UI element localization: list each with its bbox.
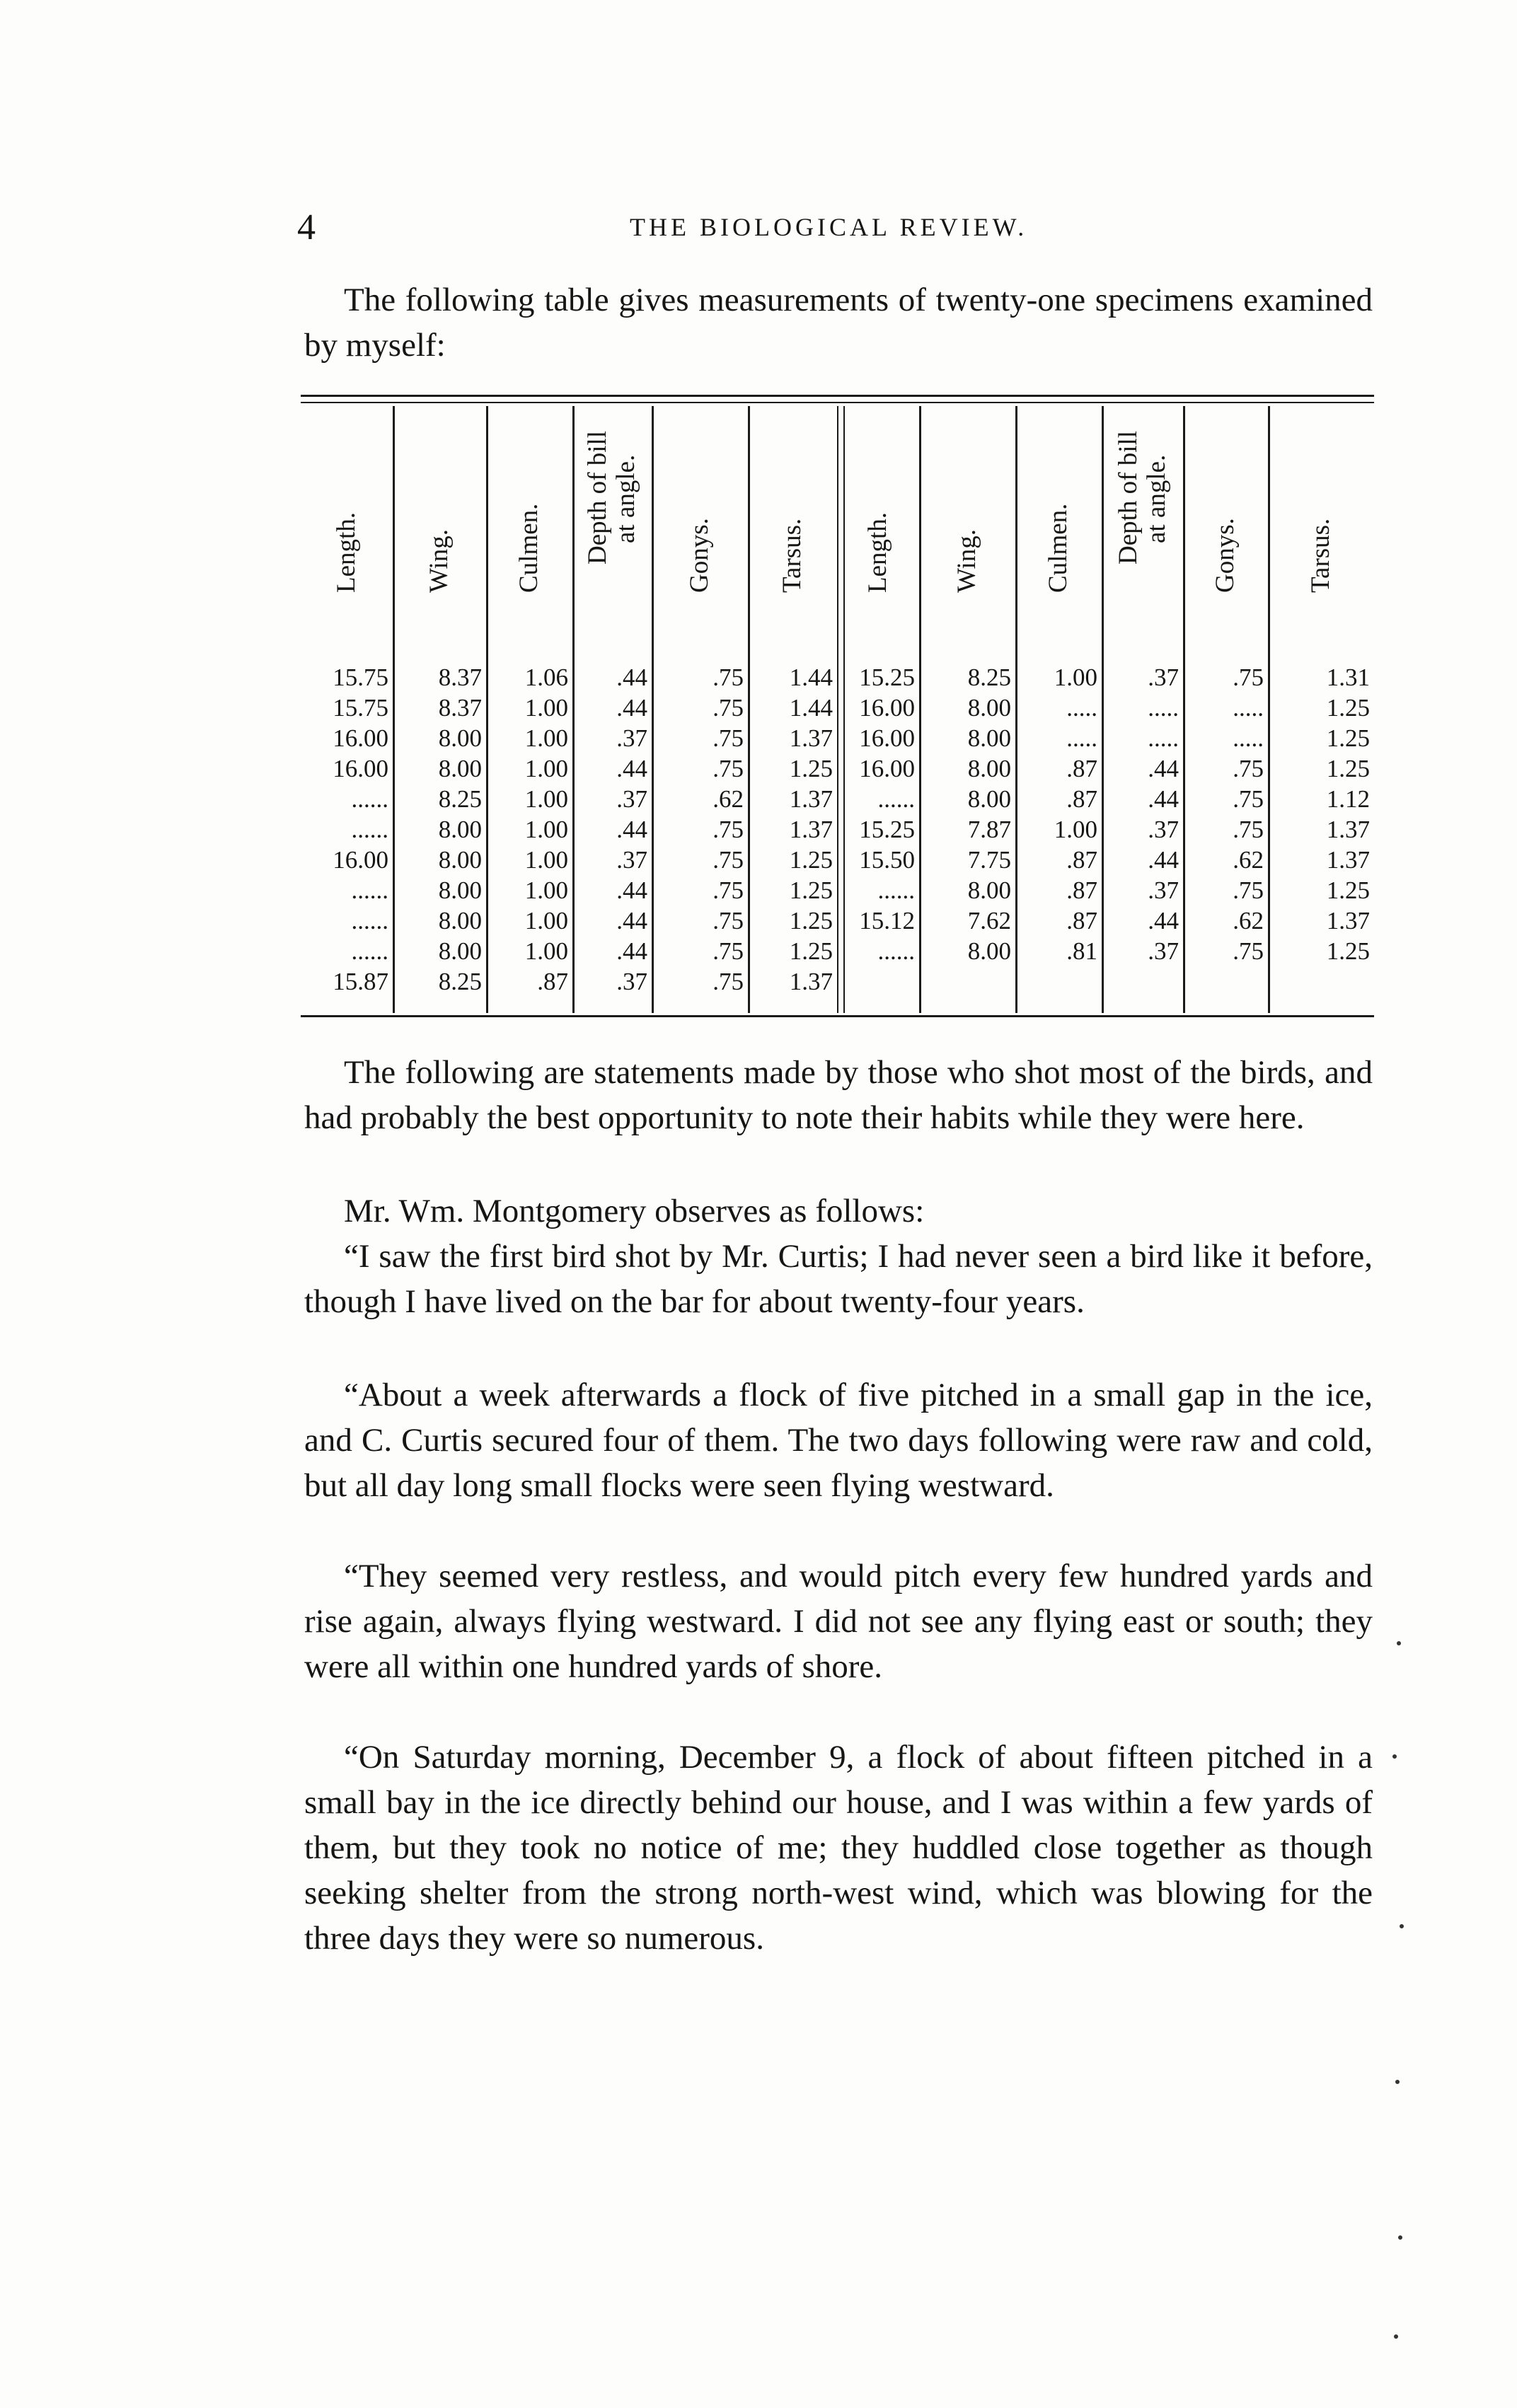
table-cell: ..... [1233, 694, 1264, 722]
table-column [1106, 662, 1179, 997]
table-cell: ...... [351, 937, 388, 965]
table-cell: .44 [616, 755, 647, 782]
table-column [490, 662, 568, 997]
table-cell: 15.87 [333, 968, 388, 995]
table-cell: 1.25 [789, 846, 833, 874]
table-cell: .75 [713, 968, 744, 995]
quote-saturday-morning: “On Saturday morning, December 9, a flock of about fifteen pitched in a small bay in the ice directly behind our house, and I was within a few yards of them, but they took no notice of me; they huddled close together as though seeking shelter from the strong north-west wind, which was blowing for the three days they were so numerous. [304, 1739, 1373, 1957]
table-cell: 1.37 [1326, 816, 1370, 843]
table-cell: .44 [1148, 907, 1179, 934]
table-cell: 1.37 [789, 816, 833, 843]
table-cell: 1.12 [1326, 785, 1370, 813]
table-cell: 16.00 [859, 694, 915, 722]
page-number: 4 [297, 207, 316, 248]
table-cell: 1.25 [789, 937, 833, 965]
table-cell: 15.12 [859, 907, 915, 934]
table-cell: 1.25 [789, 907, 833, 934]
table-cell: 8.00 [438, 937, 482, 965]
table-cell: ...... [351, 785, 388, 813]
table-cell: 16.00 [333, 755, 388, 782]
table-cell [923, 966, 1011, 997]
header-label-line: Gonys. [1211, 518, 1240, 593]
table-column [923, 662, 1011, 997]
header-cell [486, 409, 572, 621]
quote-first-bird: “I saw the first bird shot by Mr. Curtis; I had never seen a bird like it before, though I have lived on the bar for about twenty-four years. [304, 1238, 1373, 1320]
table-cell: 1.37 [789, 724, 833, 752]
table-cell: .44 [1148, 755, 1179, 782]
table-cell: 1.25 [1326, 694, 1370, 722]
table-cell: .37 [1148, 876, 1179, 904]
table-cell: .44 [1148, 785, 1179, 813]
table-cell: .44 [616, 937, 647, 965]
table-cell: 8.37 [438, 694, 482, 722]
table-cell: 1.25 [1326, 755, 1370, 782]
table-cell: .81 [1066, 937, 1097, 965]
header-label-line: at angle. [611, 454, 640, 543]
header-label-line: Tarsus. [1306, 518, 1335, 593]
paragraph-montgomery: Mr. Wm. Montgomery observes as follows: [344, 1193, 925, 1229]
table-cell: 8.00 [967, 785, 1011, 813]
table-cell: .37 [616, 724, 647, 752]
quote-restless: “They seemed very restless, and would pitch every few hundred yards and rise again, always flying westward. I did not see any flying east or south; they were all within one hundred yards of shore. [304, 1558, 1373, 1685]
header-label [1114, 431, 1171, 565]
table-cell: 16.00 [333, 724, 388, 752]
table-cell: 8.00 [967, 876, 1011, 904]
table-cell: 15.75 [333, 694, 388, 722]
header-label [1044, 504, 1073, 593]
table-cell: .87 [1066, 785, 1097, 813]
header-label-line: Depth of bill [1113, 430, 1143, 565]
table-column [305, 662, 388, 997]
header-cell [1183, 409, 1268, 621]
header-cell [301, 409, 393, 621]
table-column [656, 662, 744, 997]
table-column [1187, 662, 1264, 997]
header-cell [1268, 409, 1374, 621]
table-cell: 1.00 [524, 846, 568, 874]
measurements-table [301, 395, 1374, 1029]
header-label [686, 518, 714, 593]
header-label [953, 529, 981, 593]
table-cell: 1.00 [524, 785, 568, 813]
table-cell [1020, 966, 1097, 997]
table-cell: ...... [877, 937, 915, 965]
table-cell: 8.00 [967, 694, 1011, 722]
table-cell: ...... [351, 907, 388, 934]
table-cell: 1.37 [789, 785, 833, 813]
table-column [841, 662, 915, 997]
table-cell: 16.00 [333, 846, 388, 874]
table-cell: 8.37 [438, 664, 482, 691]
table-cell: 8.00 [438, 846, 482, 874]
table-cell: ...... [351, 816, 388, 843]
table-cell: 1.25 [789, 876, 833, 904]
table-column [1272, 662, 1370, 997]
table-cell: 1.37 [1326, 907, 1370, 934]
table-cell: 1.00 [1054, 816, 1097, 843]
table-cell: .44 [616, 694, 647, 722]
table-cell: 8.00 [438, 876, 482, 904]
header-label [1307, 519, 1335, 593]
table-cell: 8.00 [967, 724, 1011, 752]
table-cell: .62 [713, 785, 744, 813]
table-cell: 1.37 [789, 968, 833, 995]
header-label [778, 519, 807, 593]
header-label-line: Length. [863, 511, 892, 593]
table-cell: 1.00 [524, 876, 568, 904]
table-column [752, 662, 833, 997]
table-cell: .75 [713, 937, 744, 965]
table-cell: .62 [1233, 907, 1264, 934]
table-cell: .44 [616, 816, 647, 843]
table-cell: 1.25 [789, 755, 833, 782]
table-cell: 1.25 [1326, 876, 1370, 904]
quote-flock-of-five: “About a week afterwards a flock of five pitched in a small gap in the ice, and C. Curtis secured four of them. The two days following were raw and cold, but all day long small flocks were seen flying westward. [304, 1377, 1373, 1504]
table-cell: ...... [877, 876, 915, 904]
table-cell: 15.75 [333, 664, 388, 691]
table-intro: The following table gives measurements of twenty-one specimens examined by myself: [304, 282, 1373, 364]
table-cell: .37 [616, 968, 647, 995]
table-cell: .75 [713, 816, 744, 843]
table-cell: .75 [1233, 876, 1264, 904]
table-cell: ...... [351, 876, 388, 904]
table-cell: .62 [1233, 846, 1264, 874]
table-cell: .87 [537, 968, 568, 995]
table-cell: .75 [713, 664, 744, 691]
table-cell: ..... [1233, 724, 1264, 752]
table-cell: 1.00 [1054, 664, 1097, 691]
table-cell [1187, 966, 1264, 997]
table-cell: .75 [1233, 664, 1264, 691]
table-column [1020, 662, 1097, 997]
running-title: THE BIOLOGICAL REVIEW. [630, 213, 1028, 241]
table-cell: 1.44 [789, 664, 833, 691]
table-cell: .44 [616, 664, 647, 691]
table-bottom-rule [301, 1015, 1374, 1017]
table-cell: 16.00 [859, 755, 915, 782]
header-label-line: Wing. [952, 529, 981, 593]
table-cell: 1.00 [524, 907, 568, 934]
table-cell: 1.37 [1326, 846, 1370, 874]
table-cell: 1.00 [524, 816, 568, 843]
table-cell: .37 [616, 785, 647, 813]
table-cell: 1.25 [1326, 724, 1370, 752]
table-cell: 1.00 [524, 937, 568, 965]
table-cell: .87 [1066, 846, 1097, 874]
table-cell: .75 [1233, 755, 1264, 782]
header-label-line: Culmen. [514, 503, 543, 593]
table-cell: ...... [877, 785, 915, 813]
table-cell: .37 [616, 846, 647, 874]
table-cell: 1.44 [789, 694, 833, 722]
table-cell: .87 [1066, 907, 1097, 934]
table-cell: 8.00 [967, 937, 1011, 965]
table-cell: 8.00 [438, 755, 482, 782]
header-label-line: at angle. [1141, 454, 1171, 543]
table-cell: 1.00 [524, 724, 568, 752]
table-cell: 8.00 [438, 907, 482, 934]
header-label [584, 431, 640, 565]
table-cell: .44 [616, 907, 647, 934]
table-cell [841, 966, 915, 997]
table-cell: 16.00 [859, 724, 915, 752]
table-cell: .75 [713, 694, 744, 722]
header-cell [837, 409, 919, 621]
table-cell: .87 [1066, 876, 1097, 904]
table-cell: 7.87 [967, 816, 1011, 843]
header-cell [748, 409, 837, 621]
paragraph-statements: The following are statements made by those who shot most of the birds, and had probably the best opportunity to note their habits while they were here. [304, 1054, 1373, 1136]
table-cell: ..... [1148, 724, 1179, 752]
table-cell: 15.25 [859, 664, 915, 691]
table-cell: .75 [713, 755, 744, 782]
page-header [297, 207, 1359, 249]
table-cell: .44 [1148, 846, 1179, 874]
table-cell: ..... [1148, 694, 1179, 722]
table-cell: 1.25 [1326, 937, 1370, 965]
table-top-rule-inner [301, 402, 1374, 403]
table-cell: 1.31 [1326, 664, 1370, 691]
table-cell: .75 [713, 724, 744, 752]
table-cell: .37 [1148, 664, 1179, 691]
header-cell [1102, 409, 1183, 621]
header-label-line: Tarsus. [778, 518, 807, 593]
table-cell: .75 [1233, 816, 1264, 843]
header-label [515, 504, 543, 593]
table-cell: 8.25 [967, 664, 1011, 691]
header-label [333, 512, 361, 593]
table-cell: .87 [1066, 755, 1097, 782]
header-label-line: Culmen. [1044, 503, 1073, 593]
table-cell: .75 [713, 876, 744, 904]
table-cell: .44 [616, 876, 647, 904]
table-cell: 15.50 [859, 846, 915, 874]
table-cell: .37 [1148, 937, 1179, 965]
header-label-line: Depth of bill [583, 430, 612, 565]
table-cell: 1.00 [524, 755, 568, 782]
table-cell: 15.25 [859, 816, 915, 843]
header-cell [652, 409, 748, 621]
table-cell: 8.00 [438, 816, 482, 843]
header-label [1211, 518, 1240, 593]
table-cell: 8.00 [967, 755, 1011, 782]
table-cell: .75 [1233, 937, 1264, 965]
header-cell [919, 409, 1015, 621]
header-label-line: Gonys. [685, 518, 714, 593]
header-label [864, 512, 892, 593]
table-column [577, 662, 647, 997]
table-top-rule [301, 395, 1374, 397]
table-cell: ..... [1066, 724, 1097, 752]
header-label-line: Length. [332, 511, 361, 593]
table-cell [1272, 966, 1370, 997]
header-cell [572, 409, 652, 621]
table-column [397, 662, 482, 997]
table-cell: 8.25 [438, 968, 482, 995]
header-label-line: Wing. [425, 529, 454, 593]
table-cell: .75 [713, 907, 744, 934]
table-cell: 1.00 [524, 694, 568, 722]
table-cell [1106, 966, 1179, 997]
table-cell: 8.00 [438, 724, 482, 752]
table-cell: 8.25 [438, 785, 482, 813]
table-cell: .75 [713, 846, 744, 874]
table-cell: 7.75 [967, 846, 1011, 874]
table-cell: 7.62 [967, 907, 1011, 934]
table-cell: 1.06 [524, 664, 568, 691]
table-cell: ..... [1066, 694, 1097, 722]
header-label [425, 529, 454, 593]
header-cell [393, 409, 486, 621]
table-cell: .37 [1148, 816, 1179, 843]
header-cell [1015, 409, 1102, 621]
scan-edge-marks [1390, 1627, 1411, 2370]
table-cell: .75 [1233, 785, 1264, 813]
